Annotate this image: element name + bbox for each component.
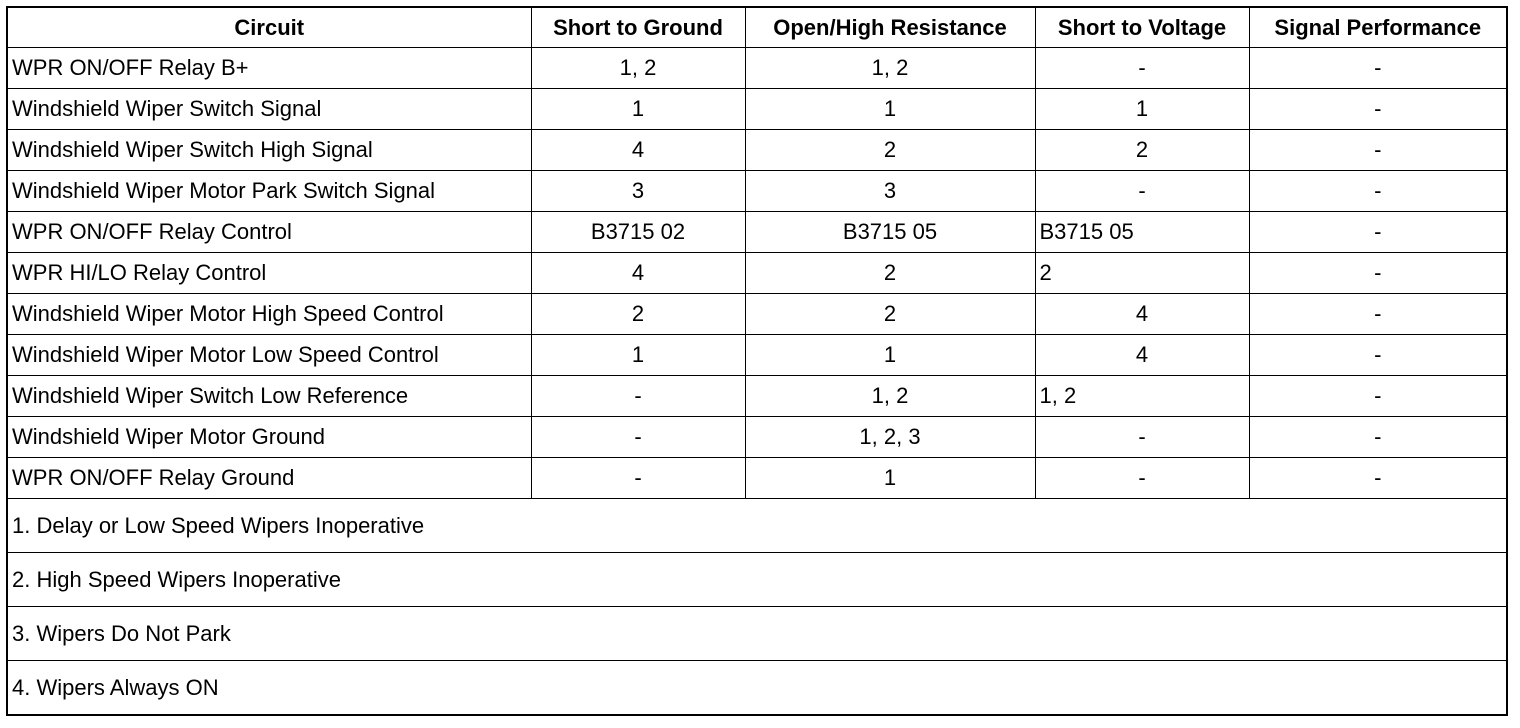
footnote-row: [7, 499, 1507, 553]
circuit-cell: Windshield Wiper Switch Signal: [7, 89, 531, 130]
short-to-voltage-cell: -: [1035, 48, 1249, 89]
short-to-ground-cell: 1: [531, 89, 745, 130]
open-high-resistance-cell: 1: [745, 335, 1035, 376]
short-to-ground-cell: 4: [531, 253, 745, 294]
signal-performance-cell: -: [1249, 417, 1507, 458]
short-to-voltage-cell: B3715 05: [1035, 212, 1249, 253]
circuit-cell: Windshield Wiper Motor High Speed Control: [7, 294, 531, 335]
open-high-resistance-cell: 3: [745, 171, 1035, 212]
short-to-ground-cell: 1: [531, 335, 745, 376]
open-high-resistance-cell: 1: [745, 89, 1035, 130]
short-to-ground-cell: -: [531, 376, 745, 417]
short-to-ground-cell: 2: [531, 294, 745, 335]
short-to-voltage-cell: 4: [1035, 335, 1249, 376]
open-high-resistance-cell: 1, 2: [745, 376, 1035, 417]
signal-performance-cell: -: [1249, 376, 1507, 417]
header-signal-performance: Signal Performance: [1249, 7, 1507, 48]
open-high-resistance-cell: 2: [745, 130, 1035, 171]
table-row: [7, 417, 1507, 458]
table-row: [7, 335, 1507, 376]
header-circuit: Circuit: [7, 7, 531, 48]
short-to-voltage-cell: -: [1035, 417, 1249, 458]
circuit-cell: Windshield Wiper Motor Park Switch Signal: [7, 171, 531, 212]
signal-performance-cell: -: [1249, 48, 1507, 89]
signal-performance-cell: -: [1249, 458, 1507, 499]
circuit-diagnostic-table: [6, 6, 1508, 716]
short-to-voltage-cell: 2: [1035, 253, 1249, 294]
short-to-ground-cell: 4: [531, 130, 745, 171]
circuit-cell: WPR ON/OFF Relay Control: [7, 212, 531, 253]
signal-performance-cell: -: [1249, 335, 1507, 376]
table-row: [7, 253, 1507, 294]
circuit-cell: WPR HI/LO Relay Control: [7, 253, 531, 294]
footnote-3: 3. Wipers Do Not Park: [7, 607, 1507, 661]
circuit-cell: Windshield Wiper Switch High Signal: [7, 130, 531, 171]
table-row: [7, 130, 1507, 171]
signal-performance-cell: -: [1249, 294, 1507, 335]
footnote-1: 1. Delay or Low Speed Wipers Inoperative: [7, 499, 1507, 553]
header-open-high-resistance: Open/High Resistance: [745, 7, 1035, 48]
header-short-to-voltage: Short to Voltage: [1035, 7, 1249, 48]
circuit-cell: Windshield Wiper Motor Low Speed Control: [7, 335, 531, 376]
open-high-resistance-cell: 1, 2, 3: [745, 417, 1035, 458]
short-to-ground-cell: -: [531, 458, 745, 499]
header-short-to-ground: Short to Ground: [531, 7, 745, 48]
open-high-resistance-cell: 2: [745, 253, 1035, 294]
circuit-cell: Windshield Wiper Switch Low Reference: [7, 376, 531, 417]
short-to-voltage-cell: 1: [1035, 89, 1249, 130]
table-row: [7, 48, 1507, 89]
short-to-ground-cell: B3715 02: [531, 212, 745, 253]
short-to-voltage-cell: -: [1035, 458, 1249, 499]
footnote-2: 2. High Speed Wipers Inoperative: [7, 553, 1507, 607]
signal-performance-cell: -: [1249, 89, 1507, 130]
circuit-cell: Windshield Wiper Motor Ground: [7, 417, 531, 458]
footnote-4: 4. Wipers Always ON: [7, 661, 1507, 716]
open-high-resistance-cell: 2: [745, 294, 1035, 335]
table-row: [7, 294, 1507, 335]
short-to-voltage-cell: -: [1035, 171, 1249, 212]
open-high-resistance-cell: B3715 05: [745, 212, 1035, 253]
short-to-ground-cell: 3: [531, 171, 745, 212]
circuit-cell: WPR ON/OFF Relay B+: [7, 48, 531, 89]
footnote-row: [7, 553, 1507, 607]
signal-performance-cell: -: [1249, 171, 1507, 212]
circuit-cell: WPR ON/OFF Relay Ground: [7, 458, 531, 499]
signal-performance-cell: -: [1249, 212, 1507, 253]
short-to-voltage-cell: 2: [1035, 130, 1249, 171]
table-row: [7, 376, 1507, 417]
open-high-resistance-cell: 1, 2: [745, 48, 1035, 89]
table-row: [7, 212, 1507, 253]
short-to-ground-cell: 1, 2: [531, 48, 745, 89]
header-row: [7, 7, 1507, 48]
short-to-ground-cell: -: [531, 417, 745, 458]
footnote-row: [7, 661, 1507, 716]
open-high-resistance-cell: 1: [745, 458, 1035, 499]
footnotes: [7, 499, 1507, 716]
signal-performance-cell: -: [1249, 253, 1507, 294]
table-row: [7, 458, 1507, 499]
table-row: [7, 171, 1507, 212]
short-to-voltage-cell: 1, 2: [1035, 376, 1249, 417]
short-to-voltage-cell: 4: [1035, 294, 1249, 335]
table-row: [7, 89, 1507, 130]
footnote-row: [7, 607, 1507, 661]
signal-performance-cell: -: [1249, 130, 1507, 171]
